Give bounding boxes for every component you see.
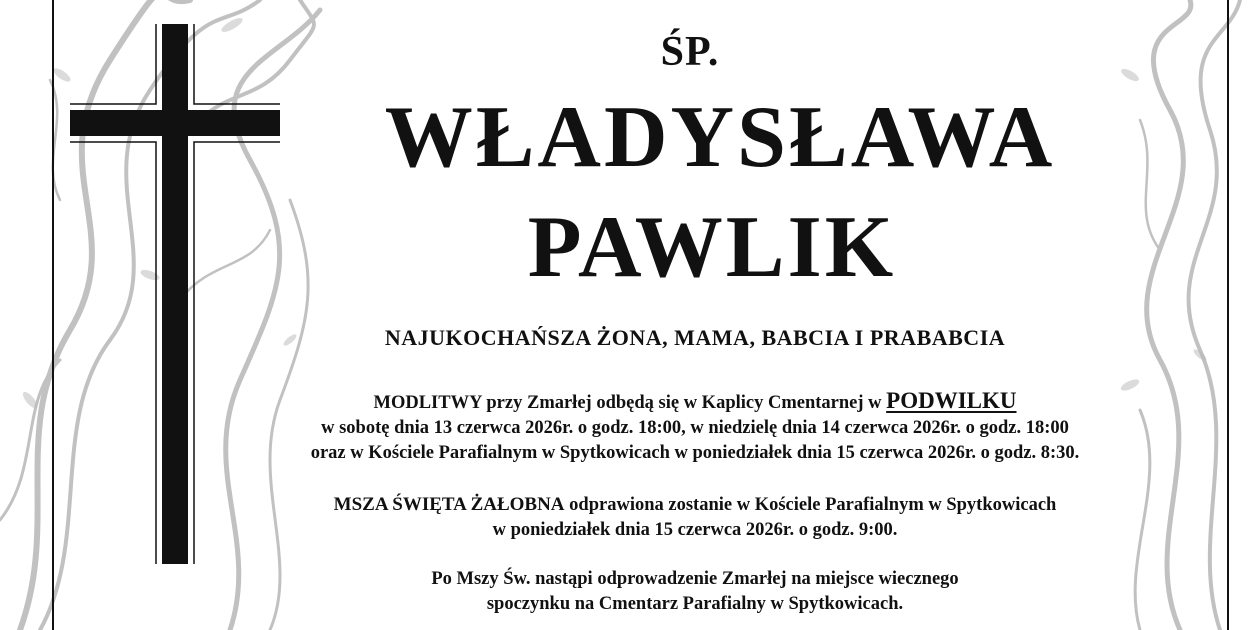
prayers-line-3: oraz w Kościele Parafialnym w Spytkowicach w poniedziałek dnia 15 czerwca 2026r. o godz. 8:30. [310,443,1080,463]
mass-line-2: w poniedziałek dnia 15 czerwca 2026r. o godz. 9:00. [492,520,898,540]
mass-title: MSZA ŚWIĘTA ŻAŁOBNA [333,494,565,515]
mass-line-1 [245,492,1145,518]
burial-line-1: Po Mszy Św. nastąpi odprowadzenie Zmarłej na miejsce wiecznego [431,569,959,589]
deceased-last-name: PAWLIK [527,199,897,296]
deceased-first-name: WŁADYSŁAWA [384,89,1056,186]
prayers-place: PODWILKU [886,388,1017,413]
prayers-section [245,388,1145,466]
frame-border-left [52,0,54,630]
prayers-line-2: w sobotę dnia 13 czerwca 2026r. o godz. 18:00, w niedzielę dnia 14 czerwca 2026r. o godz. 18:00 [321,418,1069,438]
funeral-mass-section [245,492,1145,543]
latin-cross-icon [70,24,280,564]
family-relation: NAJUKOCHAŃSZA ŻONA, MAMA, BABCIA I PRABABCIA [384,325,1006,350]
burial-line-2: spoczynku na Cmentarz Parafialny w Spytkowicach. [486,594,904,614]
mass-line-1-text: odprawiona zostanie w Kościele Parafialnym w Spytkowicach [569,495,1057,515]
prayers-line-1-text: MODLITWY przy Zmarłej odbędą się w Kaplicy Cmentarnej w [373,393,882,413]
honorific-title: ŚP. [660,29,720,75]
prayers-line-1 [245,388,1145,416]
frame-border-right [1227,0,1229,630]
burial-section [245,567,1145,617]
